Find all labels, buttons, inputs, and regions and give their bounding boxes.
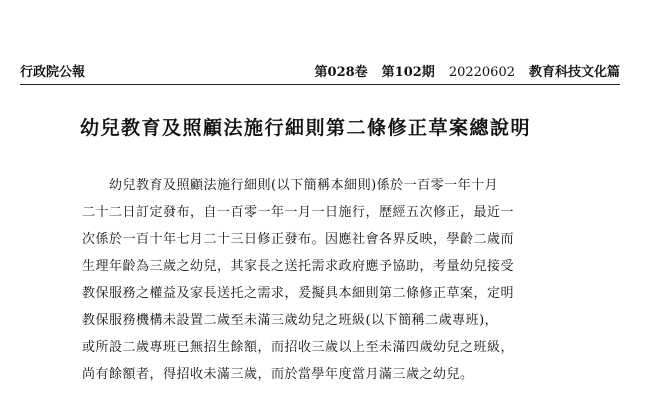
body-line: 次係於一百十年七月二十三日修正發布。因應社會各界反映，學齡二歲而 — [82, 232, 515, 247]
body-line: 幼兒教育及照顧法施行細則(以下簡稱本細則)係於一百零一年十月 — [109, 178, 499, 193]
body-line: 二十二日訂定發布，自一百零一年一月一日施行，歷經五次修正，最近一 — [82, 205, 515, 220]
body-line: 教保服務機構未設置二歲至未滿三歲幼兒之班級(以下簡稱二歲專班)， — [82, 313, 499, 328]
body-line: 尚有餘額者，得招收未滿三歲，而於當學年度當月滿三歲之幼兒。 — [82, 367, 474, 382]
page-header — [20, 64, 620, 82]
body-line: 或所設二歲專班已無招生餘額，而招收三歲以上至未滿四歲幼兒之班級， — [82, 340, 515, 355]
publication-date: 20220602 — [448, 65, 515, 80]
body-paragraph — [82, 172, 582, 388]
document-title: 幼兒教育及照顧法施行細則第二條修正草案總說明 — [80, 117, 532, 139]
header-divider — [20, 84, 620, 85]
volume-number: 第028卷 — [314, 65, 368, 80]
section-name: 教育科技文化篇 — [528, 65, 620, 80]
publication-name: 行政院公報 — [20, 65, 86, 80]
body-line: 教保服務之權益及家長送托之需求，爰擬具本細則第二條修正草案，定明 — [82, 286, 515, 301]
header-meta — [315, 64, 620, 82]
issue-number: 第102期 — [381, 65, 435, 80]
body-line: 生理年齡為三歲之幼兒，其家長之送托需求政府應予協助，考量幼兒接受 — [82, 259, 515, 274]
